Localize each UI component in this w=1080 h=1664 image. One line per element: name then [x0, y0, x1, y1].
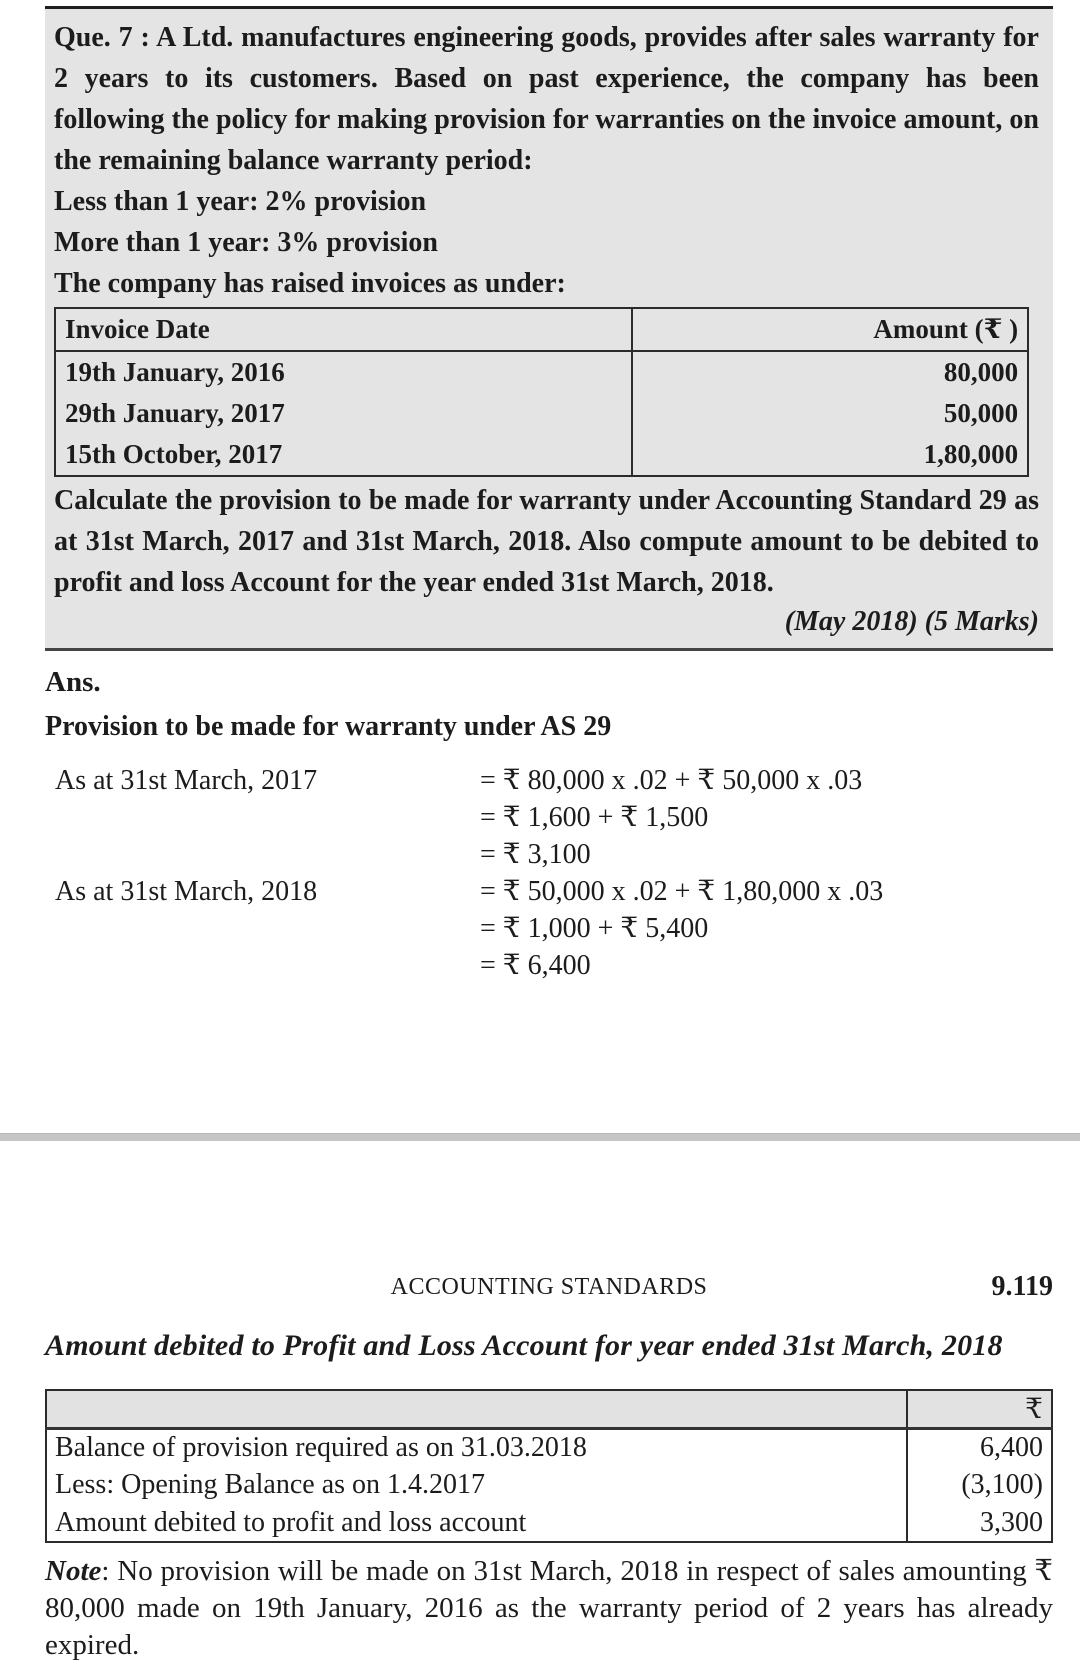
invoice-table-header-row: [55, 308, 1028, 351]
invoice-date-cell: 15th October, 2017: [55, 434, 632, 476]
provision-heading: Provision to be made for warranty under AS 29: [45, 711, 612, 742]
calc-line: = ₹ 1,600 + ₹ 1,500: [480, 802, 709, 833]
note-text: : No provision will be made on 31st March, 2018 in respect of sales amounting ₹ 80,000 made on 19th January, 2016 as the warranty period of 2 years has already expired.: [45, 1555, 1053, 1661]
page-header: [45, 1271, 1053, 1303]
calc-line: = ₹ 80,000 x .02 + ₹ 50,000 x .03: [480, 765, 863, 796]
pl-row-label: Amount debited to profit and loss account: [46, 1504, 907, 1542]
question-intro: Que. 7 : A Ltd. manufactures engineering goods, provides after sales warranty for 2 years to its customers. Based on past experience, the company has been following the policy for making provision for warranties on the invoice amount, on the remaining balance warranty period:: [54, 22, 1039, 176]
running-title: ACCOUNTING STANDARDS: [390, 1274, 708, 1300]
calc-line: = ₹ 6,400: [480, 950, 591, 981]
calc-line: = ₹ 1,000 + ₹ 5,400: [480, 913, 709, 944]
answer-label: Ans.: [45, 666, 101, 698]
invoice-date-cell: 29th January, 2017: [55, 393, 632, 434]
table-row: [46, 1504, 1052, 1542]
pl-empty-header: [46, 1390, 907, 1428]
calc-row-2018: [45, 873, 1053, 984]
calc-lines: [480, 762, 1053, 873]
page-gap: [0, 1141, 1080, 1271]
note-label: Note: [45, 1555, 102, 1587]
policy-line-2: More than 1 year: 3% provision: [54, 227, 438, 258]
pl-row-value: (3,100): [907, 1466, 1052, 1504]
calc-lines: [480, 873, 1053, 984]
page-gap: [0, 984, 1080, 1133]
invoice-amount-cell: 80,000: [632, 351, 1028, 393]
invoice-table: [54, 307, 1029, 477]
question-box: [45, 6, 1053, 651]
pl-row-label: Less: Opening Balance as on 1.4.2017: [46, 1466, 907, 1504]
pl-heading: Amount debited to Profit and Loss Account for year ended 31st March, 2018: [45, 1329, 1003, 1362]
invoice-amount-cell: 1,80,000: [632, 434, 1028, 476]
pl-table-header-row: [46, 1390, 1052, 1428]
calc-label: As at 31st March, 2017: [55, 765, 318, 796]
invoice-date-cell: 19th January, 2016: [55, 351, 632, 393]
question-task: Calculate the provision to be made for warranty under Accounting Standard 29 as at 31st March, 2017 and 31st March, 2018. Also compute amount to be debited to profit and loss Account for the year ended 31st March, 2018.: [54, 485, 1039, 598]
invoice-amount-cell: 50,000: [632, 393, 1028, 434]
calculation-block: [45, 762, 1053, 984]
table-row: [55, 434, 1028, 476]
calc-row-2017: [45, 762, 1053, 873]
table-row: [55, 393, 1028, 434]
page-number: 9.119: [991, 1271, 1053, 1302]
pl-row-value: 6,400: [907, 1428, 1052, 1466]
question-attribution: (May 2018) (5 Marks): [784, 606, 1039, 637]
calc-line: = ₹ 50,000 x .02 + ₹ 1,80,000 x .03: [480, 876, 884, 907]
pl-table: [45, 1389, 1053, 1543]
invoice-date-header: Invoice Date: [55, 308, 632, 351]
document-page: [0, 6, 1080, 1664]
pl-row-label: Balance of provision required as on 31.03.2018: [46, 1428, 907, 1466]
table-row: [55, 351, 1028, 393]
pl-rupee-header: ₹: [907, 1390, 1052, 1428]
policy-line-1: Less than 1 year: 2% provision: [54, 186, 427, 217]
invoice-amount-header: Amount (₹ ): [632, 308, 1028, 351]
pl-row-value: 3,300: [907, 1504, 1052, 1542]
table-row: [46, 1428, 1052, 1466]
note-paragraph: [45, 1553, 1053, 1664]
calc-label: As at 31st March, 2018: [55, 876, 318, 907]
page-divider-bar: [0, 1133, 1080, 1141]
table-row: [46, 1466, 1052, 1504]
invoices-intro: The company has raised invoices as under:: [54, 268, 566, 299]
calc-line: = ₹ 3,100: [480, 839, 591, 870]
